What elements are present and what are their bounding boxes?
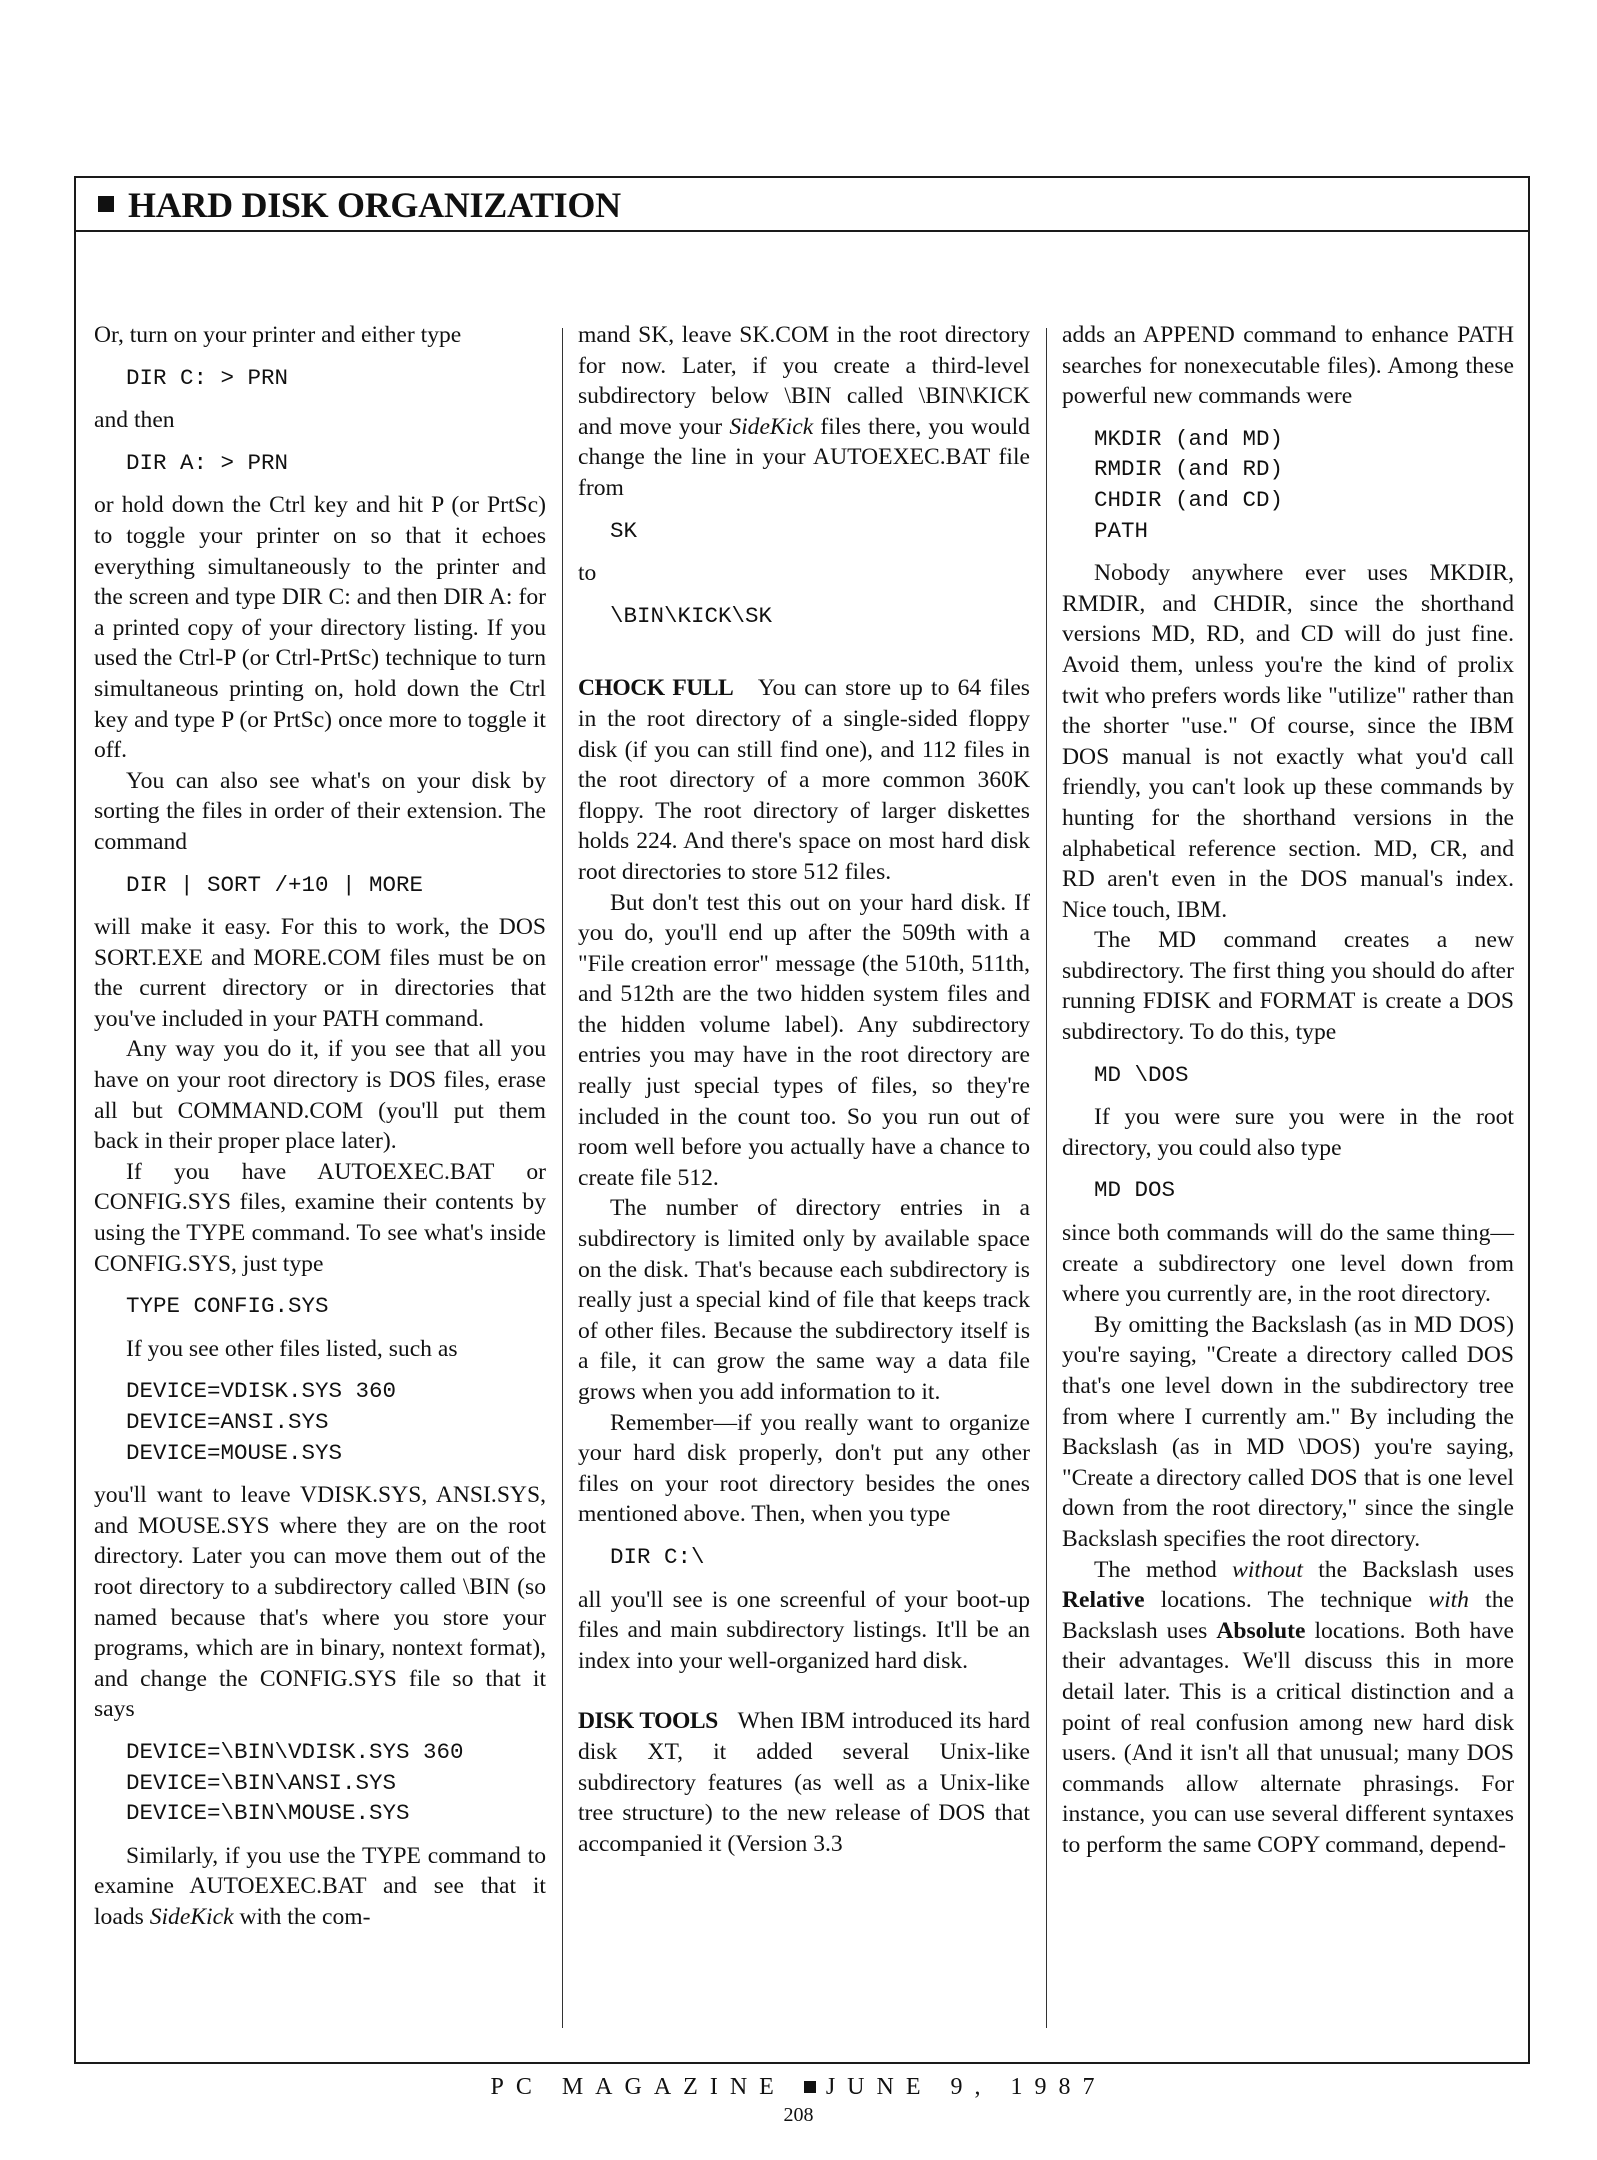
text-run: with the com-	[233, 1903, 371, 1930]
paragraph: The number of directory entries in a subdirectory is limited only by available space on the disk. That's because each subdirectory is really just a special kind of file that keeps track of other files. Because the subdirectory itself is a file, it can grow the same way a data file grows when you add information to it.	[578, 1195, 1030, 1405]
code-line: TYPE CONFIG.SYS	[126, 1293, 329, 1320]
section-title: HARD DISK ORGANIZATION	[128, 185, 621, 225]
paragraph	[1062, 1555, 1514, 1861]
paragraph	[578, 320, 1030, 504]
paragraph: The MD command creates a new subdirectory. The first thing you should do after running FDISK and FORMAT is create a DOS subdirectory. To do this, type	[1062, 927, 1514, 1046]
text-run: locations. Both have their advantages. We'll discuss this in more detail later. This is a critical distinction and a point of real confusion among new hard disk users. (And it isn't all that unusual; many DOS commands allow alternate phrasings. For instance, you can use several different syntaxes to perform the same COPY command, depend-	[1062, 1617, 1514, 1858]
paragraph: all you'll see is one screenful of your boot-up files and main subdirectory listings. It'll be an index into your well-organized hard disk.	[578, 1586, 1030, 1674]
code-line: DIR C:\	[610, 1543, 705, 1570]
text-run: When IBM introduced its hard disk XT, it added several Unix-like subdirectory features (as well as a Unix-like tree structure) to the new release of DOS that accompanied it (Version 3.3	[578, 1708, 1030, 1857]
bold-text: Absolute	[1216, 1617, 1306, 1644]
code-line: SK	[610, 517, 638, 544]
paragraph: If you were sure you were in the root directory, you could also type	[1062, 1104, 1514, 1161]
paragraph: you'll want to leave VDISK.SYS, ANSI.SYS, and MOUSE.SYS where they are on the root directory. Later you can move them out of the root directory to a subdirectory called \BIN (so named because that's where you store your programs, which are in binary, nontext format), and change the CONFIG.SYS file so that it says	[94, 1482, 546, 1723]
magazine-name: PC MAGAZINE	[490, 2074, 786, 2100]
paragraph: If you see other files listed, such as	[126, 1335, 458, 1362]
article-column-1	[94, 320, 546, 1933]
text-run: the Backslash uses	[1062, 1587, 1514, 1644]
italic-text: without	[1232, 1556, 1303, 1583]
paragraph	[578, 673, 1030, 887]
paragraph: Nobody anywhere ever uses MKDIR, RMDIR, and CHDIR, since the shorthand versions MD, RD, and CD will do just fine. Avoid them, unless you're the kind of prolix twit who prefers words like "utilize" rather than the shorter "use." Of course, since the IBM DOS manual is not exactly what you'd call friendly, you can't look up these commands by hunting for the shorthand versions in the alphabetical reference section. MD, CR, and RD aren't even in the DOS manual's index. Nice touch, IBM.	[1062, 560, 1514, 923]
column-divider	[562, 328, 563, 2028]
code-line: \BIN\KICK\SK	[610, 602, 773, 629]
code-line: MD DOS	[1094, 1177, 1176, 1204]
paragraph: Or, turn on your printer and either type	[94, 322, 462, 348]
text-run: The method	[1094, 1556, 1233, 1583]
issue-date: JUNE 9, 1987	[825, 2074, 1107, 2100]
paragraph: Remember—if you really want to organize your hard disk properly, don't put any other files on your root directory besides the ones mentioned above. Then, when you type	[578, 1409, 1030, 1528]
article-column-3	[1062, 320, 1514, 1861]
code-line: DIR | SORT /+10 | MORE	[126, 871, 424, 898]
text-run: mand SK, leave SK.COM in the root directory for now. Later, if you create a third-level subdirectory below \BIN called \BIN\KICK and move your	[578, 322, 1030, 440]
page-footer	[0, 2074, 1597, 2101]
paragraph: or hold down the Ctrl key and hit P (or PrtSc) to toggle your printer on so that it echoes everything simultaneously to the printer and the screen and type DIR C: and then DIR A: for a printed copy of your directory listing. If you used the Ctrl-P (or Ctrl-PrtSc) technique to turn simultaneous printing on, hold down the Ctrl key and type P (or PrtSc) once more to toggle it off.	[94, 492, 546, 764]
paragraph: If you have AUTOEXEC.BAT or CONFIG.SYS files, examine their contents by using the TYPE command. To see what's inside CONFIG.SYS, just type	[94, 1158, 546, 1277]
page-frame	[74, 176, 1530, 2064]
article-column-2	[578, 320, 1030, 1859]
footer-bullet-icon	[804, 2081, 816, 2093]
header-bullet-icon	[98, 196, 114, 212]
paragraph: since both commands will do the same thing—create a subdirectory one level down from where you currently are, in the root directory.	[1062, 1220, 1514, 1308]
paragraph: You can also see what's on your disk by sorting the files in order of their extension. The command	[94, 767, 546, 855]
italic-text: with	[1428, 1587, 1469, 1614]
column-divider	[1046, 328, 1047, 2028]
code-line: MD \DOS	[1094, 1061, 1189, 1088]
text-run: You can store up to 64 files in the root directory of a single-sided floppy disk (if you can still find one), and 112 files in the root directory of a more common 360K floppy. The root directory of larger diskettes holds 224. And there's space on most hard disk root directories to store 512 files.	[578, 675, 1030, 885]
code-block: MKDIR (and MD) RMDIR (and RD) CHDIR (and CD) PATH	[1094, 425, 1284, 544]
paragraph: to	[578, 560, 597, 587]
text-run: files there, you would change the line in your AUTOEXEC.BAT file from	[578, 413, 1030, 501]
paragraph: and then	[94, 407, 175, 434]
code-block: DEVICE=\BIN\VDISK.SYS 360 DEVICE=\BIN\ANSI.SYS DEVICE=\BIN\MOUSE.SYS	[126, 1738, 464, 1827]
section-header	[76, 178, 1528, 232]
text-run: the Backslash uses	[1302, 1556, 1514, 1583]
italic-text: SideKick	[149, 1903, 234, 1930]
code-line: DIR A: > PRN	[126, 449, 289, 476]
paragraph: adds an APPEND command to enhance PATH searches for nonexecutable files). Among these powerful new commands were	[1062, 322, 1514, 410]
paragraph	[94, 1841, 546, 1933]
subhead: CHOCK FULL	[578, 675, 734, 702]
subhead: DISK TOOLS	[578, 1708, 718, 1735]
paragraph	[578, 1706, 1030, 1859]
text-run: locations. The technique	[1144, 1587, 1429, 1614]
page-number: 208	[783, 2104, 814, 2126]
paragraph: But don't test this out on your hard disk. If you do, you'll end up after the 509th with a "File creation error" message (the 510th, 511th, and 512th are the two hidden system files and the hidden volume label). Any subdirectory entries you may have in the root directory are really just special types of files, so they're included in the count too. So you run out of room well before you actually have a chance to create file 512.	[578, 889, 1030, 1191]
italic-text: SideKick	[729, 413, 814, 440]
code-line: DIR C: > PRN	[126, 364, 289, 391]
bold-text: Relative	[1062, 1587, 1145, 1614]
paragraph: Any way you do it, if you see that all you have on your root directory is DOS files, erase all but COMMAND.COM (you'll put them back in their proper place later).	[94, 1036, 546, 1155]
paragraph: will make it easy. For this to work, the DOS SORT.EXE and MORE.COM files must be on the current directory or in directories that you've included in your PATH command.	[94, 914, 546, 1032]
paragraph: By omitting the Backslash (as in MD DOS) you're saying, "Create a directory called DOS that's one level down in the subdirectory tree from where I currently am." By including the Backslash (as in MD \DOS) you're saying, "Create a directory called DOS that is one level down from the root directory," since the single Backslash specifies the root directory.	[1062, 1311, 1514, 1552]
text-run: Similarly, if you use the TYPE command to examine AUTOEXEC.BAT and see that it loads	[94, 1842, 546, 1930]
code-block: DEVICE=VDISK.SYS 360 DEVICE=ANSI.SYS DEVICE=MOUSE.SYS	[126, 1378, 397, 1466]
